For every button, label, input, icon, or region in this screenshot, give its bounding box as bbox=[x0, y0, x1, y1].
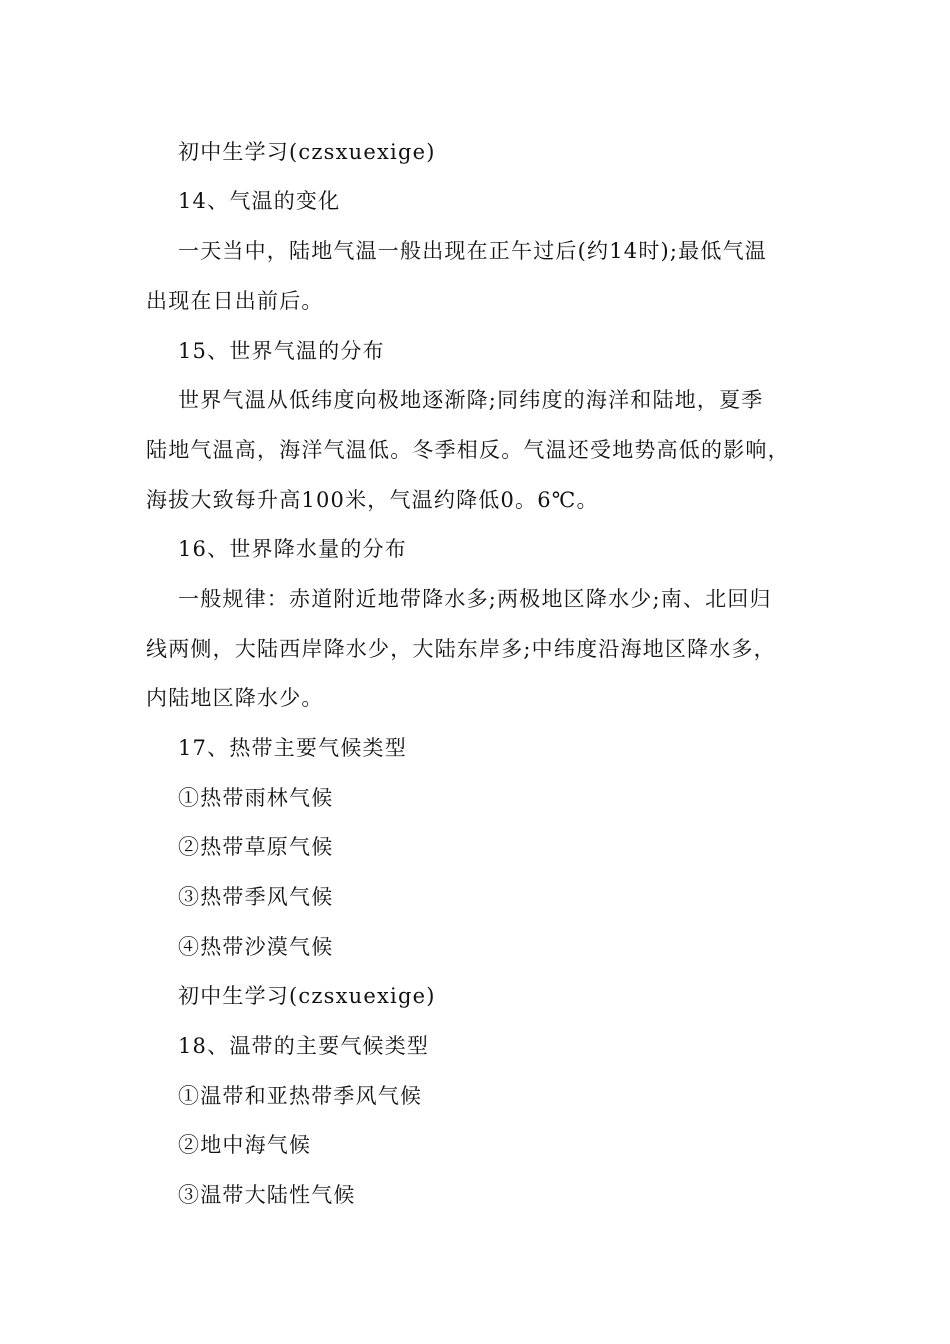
section-heading-18: 18、温带的主要气候类型 bbox=[178, 1034, 430, 1058]
section-heading-15: 15、世界气温的分布 bbox=[178, 339, 385, 363]
paragraph-line: 一般规律：赤道附近地带降水多;两极地区降水少;南、北回归 bbox=[178, 587, 772, 611]
source-note: 初中生学习(czsxuexige) bbox=[178, 984, 436, 1008]
section-heading-17: 17、热带主要气候类型 bbox=[178, 736, 407, 760]
list-item: ①温带和亚热带季风气候 bbox=[178, 1084, 423, 1108]
list-item: ③热带季风气候 bbox=[178, 885, 334, 909]
paragraph-line: 一天当中，陆地气温一般出现在正午过后(约14时);最低气温 bbox=[178, 239, 767, 263]
paragraph-line: 线两侧，大陆西岸降水少，大陆东岸多;中纬度沿海地区降水多， bbox=[146, 637, 776, 661]
list-item: ①热带雨林气候 bbox=[178, 786, 334, 810]
source-note: 初中生学习(czsxuexige) bbox=[178, 140, 436, 164]
list-item: ③温带大陆性气候 bbox=[178, 1183, 356, 1207]
section-heading-14: 14、气温的变化 bbox=[178, 189, 341, 213]
list-item: ④热带沙漠气候 bbox=[178, 935, 334, 959]
list-item: ②地中海气候 bbox=[178, 1133, 312, 1157]
list-item: ②热带草原气候 bbox=[178, 835, 334, 859]
paragraph-line: 内陆地区降水少。 bbox=[146, 686, 324, 710]
paragraph-line: 陆地气温高，海洋气温低。冬季相反。气温还受地势高低的影响， bbox=[146, 438, 790, 462]
paragraph-line: 世界气温从低纬度向极地逐渐降;同纬度的海洋和陆地，夏季 bbox=[178, 388, 764, 412]
paragraph-line: 海拔大致每升高100米，气温约降低0。6℃。 bbox=[146, 488, 599, 512]
paragraph-line: 出现在日出前后。 bbox=[146, 289, 324, 313]
section-heading-16: 16、世界降水量的分布 bbox=[178, 537, 407, 561]
